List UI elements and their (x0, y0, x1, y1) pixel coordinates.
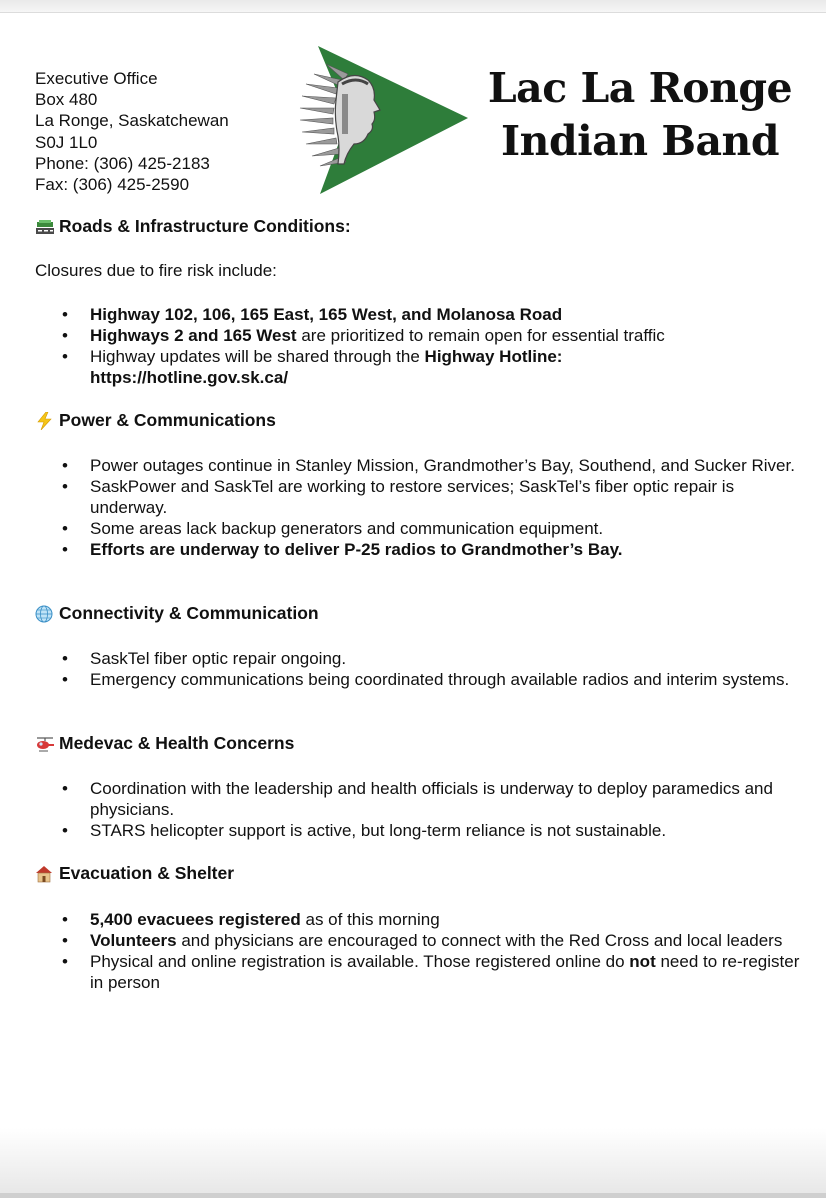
list-item: • SaskTel fiber optic repair ongoing. (62, 648, 802, 669)
lightning-icon (35, 412, 55, 430)
evacuation-section-heading (35, 863, 234, 884)
hotline-link[interactable]: https://hotline.gov.sk.ca/ (90, 368, 289, 387)
address-line: Executive Office (35, 69, 158, 88)
list-item: • Physical and online registration is available. Those registered online do not need to re-register in person (62, 951, 802, 993)
list-item: • STARS helicopter support is active, but long-term reliance is not sustainable. (62, 820, 802, 841)
address-line: La Ronge, Saskatchewan (35, 111, 229, 131)
evacuation-list (62, 909, 802, 993)
section-title: Medevac & Health Concerns (59, 733, 295, 753)
page-bottom-shadow (0, 1128, 826, 1198)
address-line: S0J 1L0 (35, 132, 98, 152)
address-line: Box 480 (35, 90, 98, 110)
org-name-line2: Indian Band (500, 117, 780, 165)
fax-line: Fax: (306) 425-2590 (35, 175, 190, 195)
list-item: • Highway updates will be shared through the Highway Hotline: https://hotline.gov.sk.ca/ (62, 346, 802, 388)
connectivity-list (62, 648, 802, 690)
list-item: • Emergency communications being coordinated through available radios and interim systems. (62, 669, 802, 690)
list-item: • Power outages continue in Stanley Mission, Grandmother’s Bay, Southend, and Sucker River. (62, 455, 802, 476)
section-title: Roads & Infrastructure Conditions: (59, 216, 351, 236)
road-construction-icon (35, 218, 55, 236)
list-item: • Efforts are underway to deliver P-25 radios to Grandmother’s Bay. (62, 539, 802, 560)
roads-intro: Closures due to fire risk include: (35, 261, 277, 280)
section-title: Power & Communications (59, 410, 276, 430)
medevac-list (62, 778, 802, 841)
list-item: • Highways 2 and 165 West are prioritized to remain open for essential traffic (62, 325, 802, 346)
list-item: • Coordination with the leadership and health officials is underway to deploy paramedics and physicians. (62, 778, 802, 820)
connectivity-section-heading (35, 603, 319, 624)
organization-name (472, 62, 808, 168)
section-title: Connectivity & Communication (59, 603, 319, 623)
medevac-section-heading (35, 733, 294, 754)
power-list (62, 455, 802, 560)
house-icon (35, 865, 55, 883)
band-logo (298, 44, 470, 196)
org-name-line1: Lac La Ronge (487, 64, 793, 112)
phone-line: Phone: (306) 425-2183 (35, 153, 210, 173)
viewer-top-bar (0, 0, 826, 13)
list-item: • 5,400 evacuees registered as of this morning (62, 909, 802, 930)
list-item: • SaskPower and SaskTel are working to restore services; SaskTel’s fiber optic repair is underway. (62, 476, 802, 518)
globe-icon (35, 605, 55, 623)
helicopter-icon (35, 735, 55, 753)
viewer-bottom-bar (0, 1193, 826, 1198)
list-item: • Some areas lack backup generators and communication equipment. (62, 518, 802, 539)
list-item: • Highway 102, 106, 165 East, 165 West, and Molanosa Road (62, 304, 802, 325)
section-title: Evacuation & Shelter (59, 863, 235, 883)
roads-section-heading (35, 216, 351, 237)
power-section-heading (35, 410, 276, 431)
roads-list (62, 304, 802, 388)
list-item: • Volunteers and physicians are encouraged to connect with the Red Cross and local leaders (62, 930, 802, 951)
address-block (35, 68, 229, 195)
